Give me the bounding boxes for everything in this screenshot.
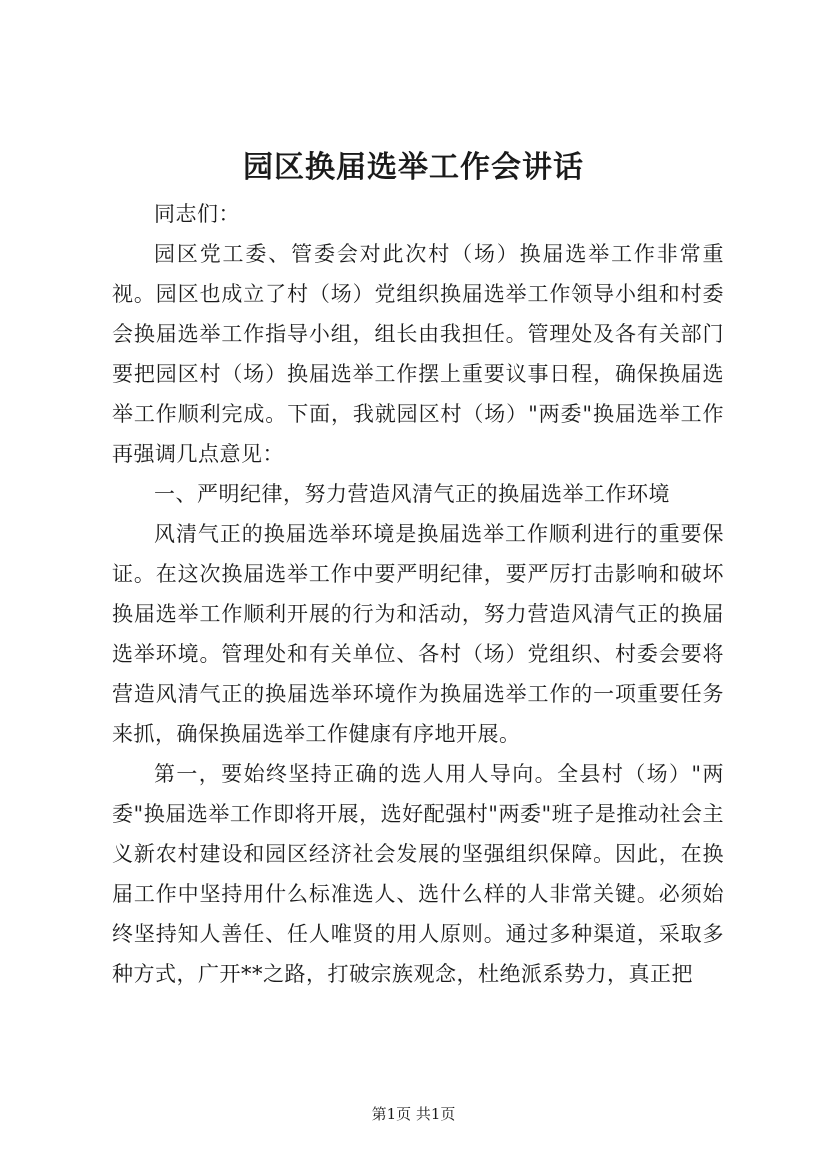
- page-footer: 第1页 共1页: [371, 1105, 456, 1123]
- paragraph-section-1: 风清气正的换届选举环境是换届选举工作顺利进行的重要保证。在这次换届选举工作中要严明纪律，要严厉打击影响和破坏换届选举工作顺利开展的行为和活动，努力营造风清气正的换届选举环境。管理处和有关单位、各村（场）党组织、村委会要将营造风清气正的换届选举环境作为换届选举工作的一项重要任务来抓，确保换届选举工作健康有序地开展。: [112, 522, 724, 746]
- paragraph-salutation: 同志们：: [154, 202, 240, 226]
- section-heading-1: 一、严明纪律，努力营造风清气正的换届选举工作环境: [154, 482, 670, 506]
- paragraph-point-1: 第一，要始终坚持正确的选人用人导向。全县村（场）"两委"换届选举工作即将开展，选好配强村"两委"班子是推动社会主义新农村建设和园区经济社会发展的坚强组织保障。因此，在换届工作中坚持用什么标准选人、选什么样的人非常关键。必须始终坚持知人善任、任人唯贤的用人原则。通过多种渠道，采取多种方式，广开**之路，打破宗族观念，杜绝派系势力，真正把: [112, 762, 724, 986]
- document-body: [112, 194, 724, 994]
- document-title: 园区换届选举工作会讲话: [243, 150, 584, 185]
- paragraph-intro: 园区党工委、管委会对此次村（场）换届选举工作非常重视。园区也成立了村（场）党组织换届选举工作领导小组和村委会换届选举工作指导小组，组长由我担任。管理处及各有关部门要把园区村（场）换届选举工作摆上重要议事日程，确保换届选举工作顺利完成。下面，我就园区村（场）"两委"换届选举工作再强调几点意见：: [112, 242, 724, 466]
